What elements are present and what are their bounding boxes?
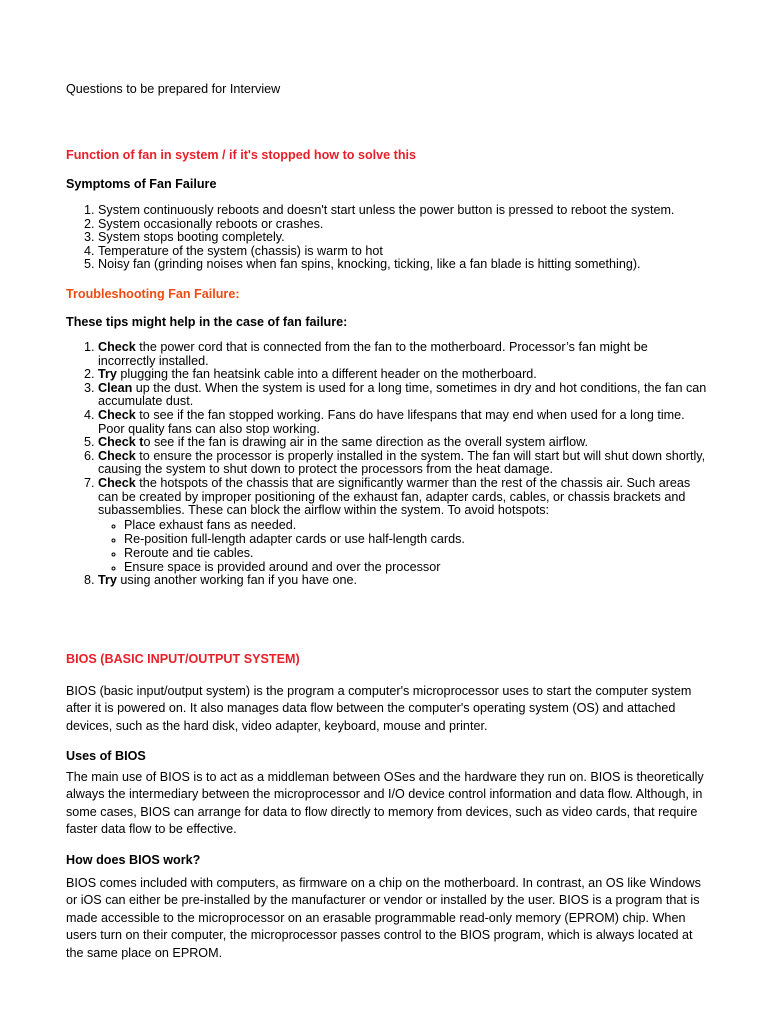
tip-lead: Check [98,340,136,354]
list-item: ◦ Ensure space is provided around and over the processor [124,560,708,574]
list-item: ◦ Reroute and tie cables. [124,546,708,560]
how-heading: How does BIOS work? [66,853,201,867]
bios-intro-paragraph: BIOS (basic input/output system) is the program a computer's microprocessor uses to start the computer system after it is powered on. It also manages data flow between the computer's operating system (OS) and attached devices, such as the hard disk, video adapter, keyboard, mouse and printer. [66,684,692,733]
list-item: 2. System occasionally reboots or crashes. [98,218,708,232]
list-item: 1. System continuously reboots and doesn't start unless the power button is pressed to reboot the system. [98,204,708,218]
tip-lead: Clean [98,380,133,395]
tip-lead: Try [98,367,117,382]
tip-text: to ensure the processor is properly installed in the system. The fan will start but will shut down shortly, causing the system to shut down to protect the processors from the heat damage. [98,448,706,477]
tip-lead: Check [98,475,136,490]
symptoms-heading: Symptoms of Fan Failure [66,177,217,191]
intro-line: Questions to be prepared for Interview [66,82,281,96]
troubleshooting-heading: Troubleshooting Fan Failure: [66,287,240,301]
list-item [98,574,708,588]
list-item: ◦ Re-position full-length adapter cards or use half-length cards. [124,532,708,546]
list-item [98,436,708,450]
hotspot-sublist [98,518,708,574]
symptoms-list [66,204,708,272]
tip-lead: Check [98,448,136,463]
fan-section-heading: Function of fan in system / if it's stopped how to solve this [66,148,417,162]
list-item [98,450,708,477]
list-item [98,477,708,574]
tip-text: to see if the fan stopped working. Fans do have lifespans that may end when used for a long time. Poor quality fans can also stop working. [98,407,685,436]
tip-lead: Check t [98,435,144,450]
tip-lead: Try [98,572,117,587]
uses-heading: Uses of BIOS [66,749,146,763]
list-item [98,341,708,368]
tip-lead: Check [98,407,136,422]
tip-text: using another working fan if you have one. [116,572,358,587]
list-item [98,368,708,382]
bios-heading: BIOS (BASIC INPUT/OUTPUT SYSTEM) [66,652,300,666]
list-item: 3. System stops booting completely. [98,231,708,245]
list-item [98,382,708,409]
list-item: 4. Temperature of the system (chassis) is warm to hot [98,245,708,259]
uses-paragraph: The main use of BIOS is to act as a middleman between OSes and the hardware they run on. BIOS is theoretically always the intermediary between the microprocessor and I/O device control information and data flow. Although, in some cases, BIOS can arrange for data to flow directly to memory from devices, such as video cards, that require faster data flow to be effective. [66,770,704,837]
tip-text: the hotspots of the chassis that are significantly warmer than the rest of the chassis air. Such areas can be created by improper positioning of the exhaust fan, adapter cards, cables, or chassis brackets and subassemblies. These can block the airflow within the system. To avoid hotspots: [98,475,691,518]
tips-list [66,341,708,587]
list-item: 5. Noisy fan (grinding noises when fan spins, knocking, ticking, like a fan blade is hitting something). [98,258,708,272]
tip-text: plugging the fan heatsink cable into a different header on the motherboard. [116,367,537,382]
tip-text: o see if the fan is drawing air in the same direction as the overall system airflow. [143,435,588,450]
list-item: ◦ Place exhaust fans as needed. [124,518,708,532]
tip-text: up the dust. When the system is used for a long time, sometimes in dry and hot conditions, the fan can accumulate dust. [98,380,707,409]
how-paragraph: BIOS comes included with computers, as firmware on a chip on the motherboard. In contrast, an OS like Windows or iOS can either be pre-installed by the manufacturer or vendor or installed by the user. BIOS is a program that is made accessible to the microprocessor on an erasable programmable read-only memory (EPROM) chip. When users turn on their computer, the microprocessor passes control to the BIOS program, which is always located at the same place on EPROM. [66,876,701,960]
list-item [98,409,708,436]
tip-text: the power cord that is connected from the fan to the motherboard. Processor’s fan might be incorrectly installed. [98,340,648,368]
tips-heading: These tips might help in the case of fan failure: [66,315,348,329]
